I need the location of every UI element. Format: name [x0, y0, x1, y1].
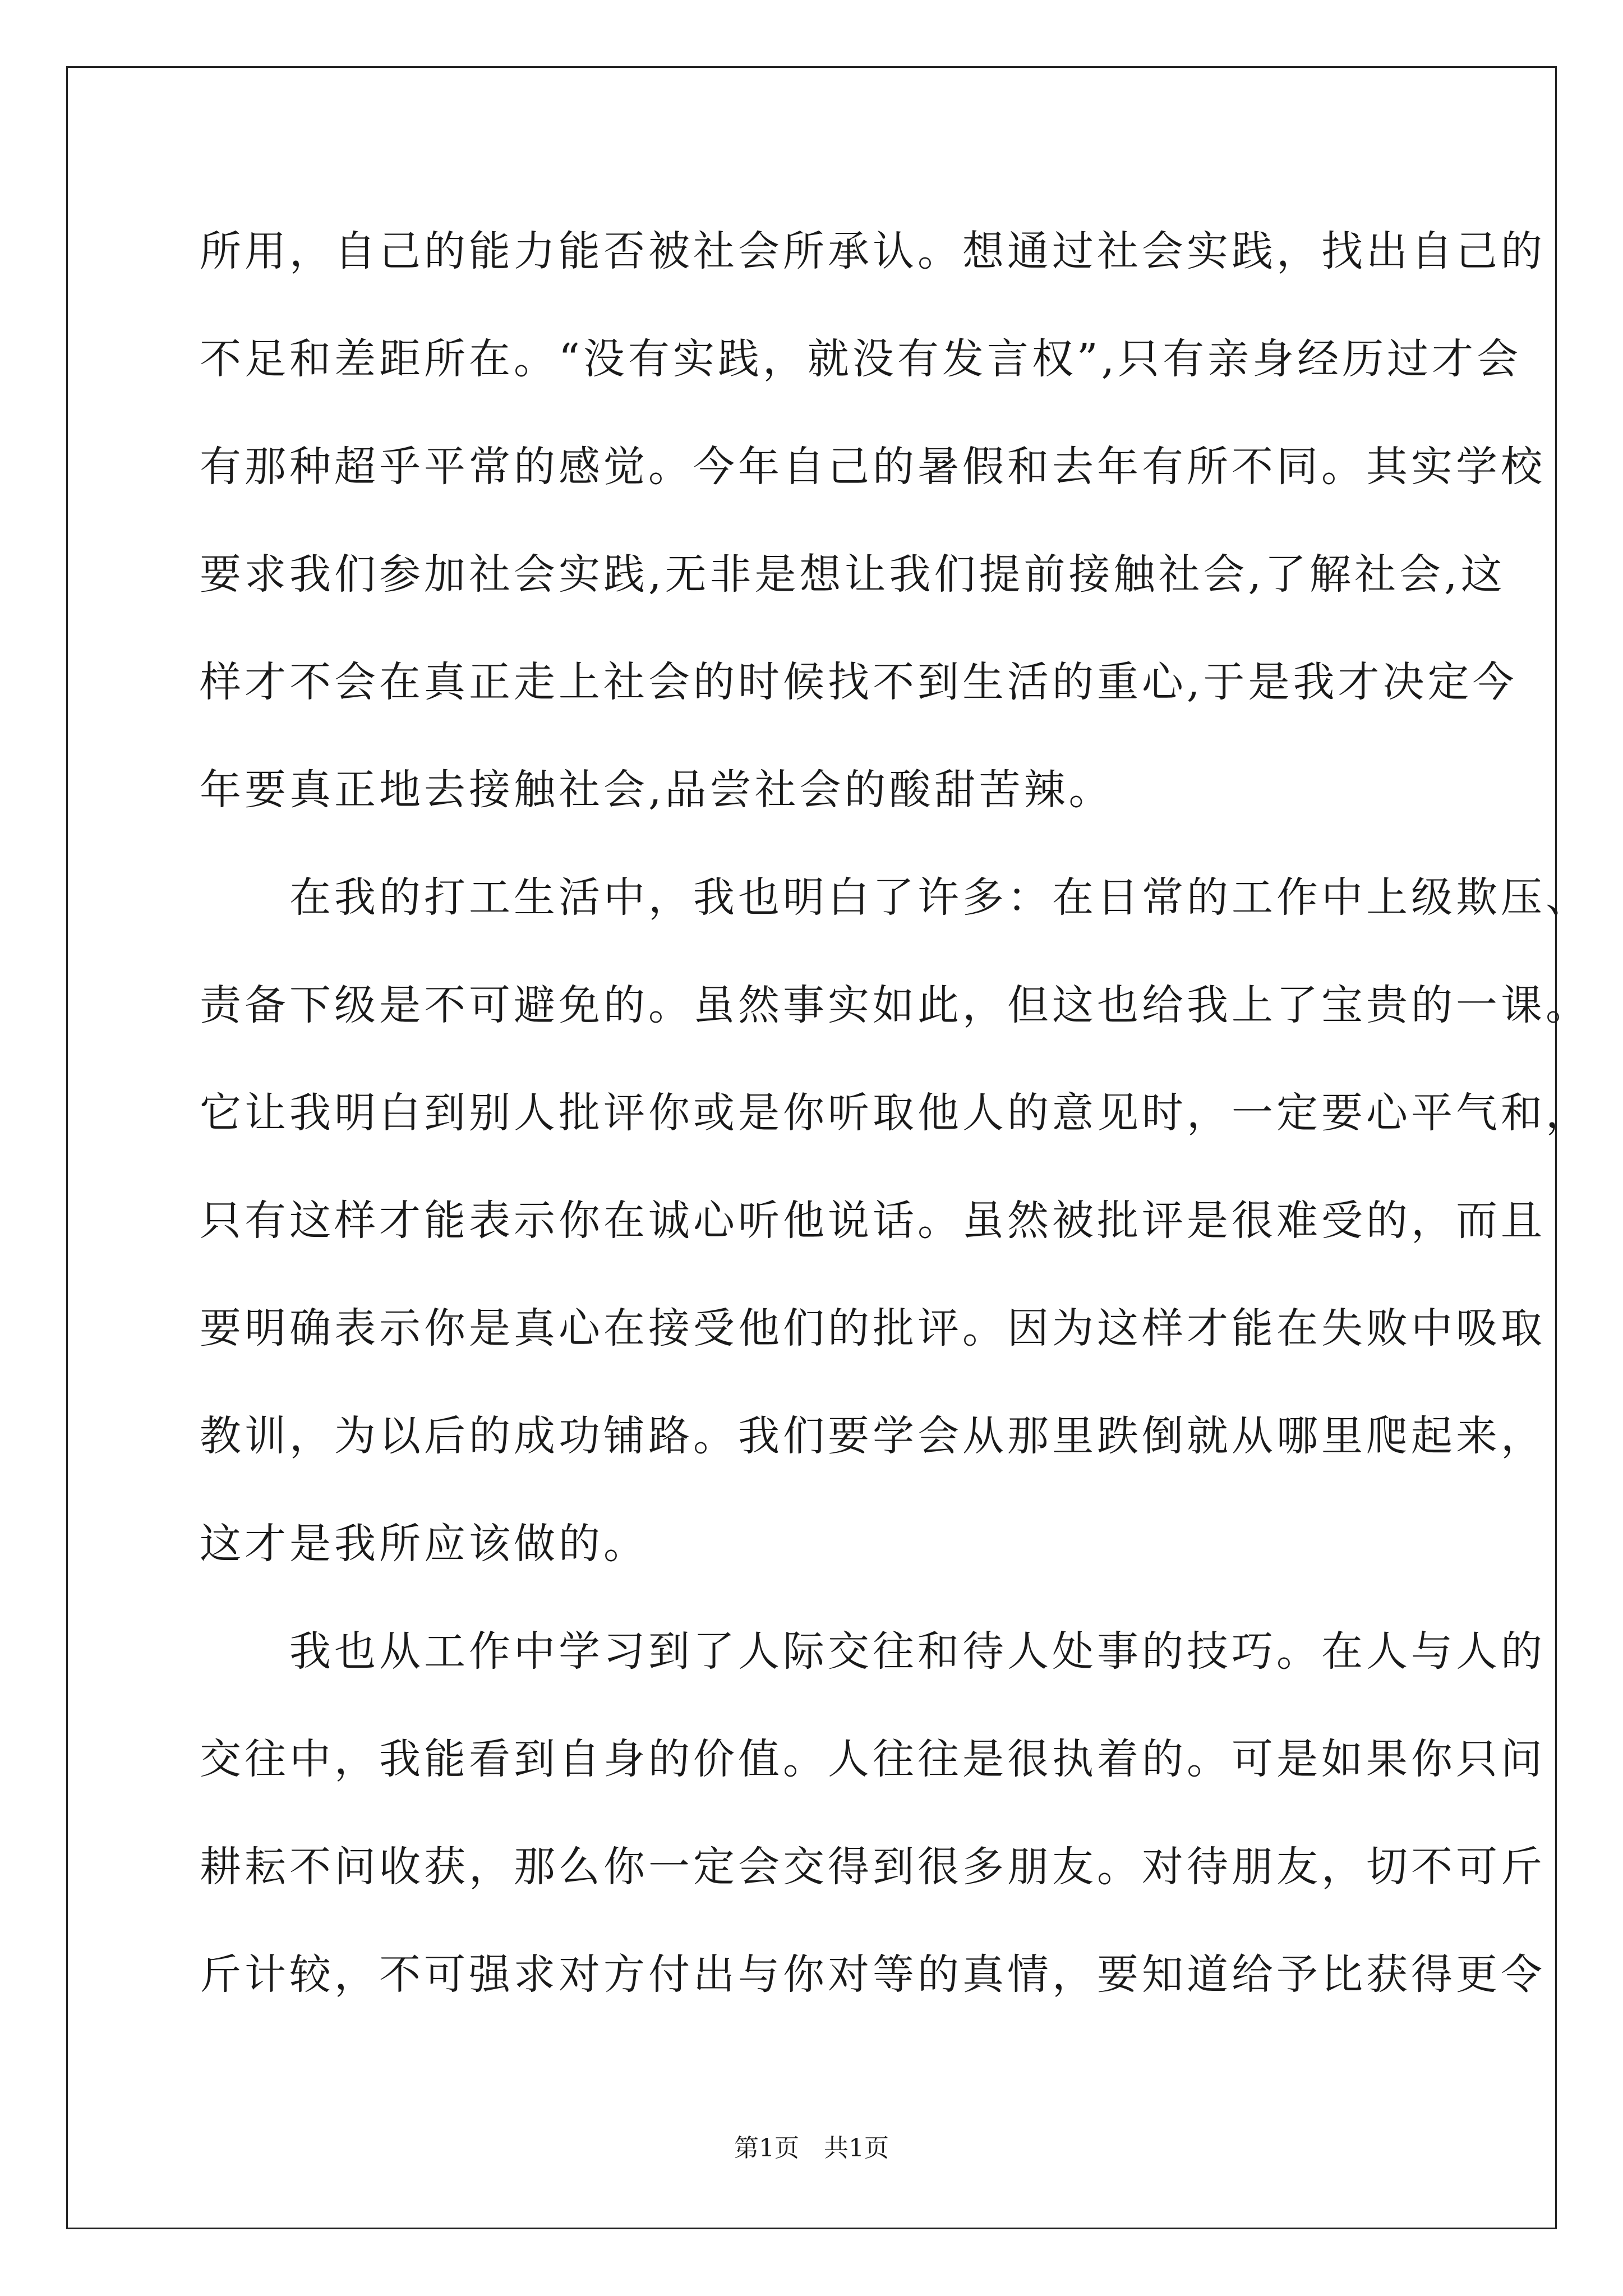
text-line: 责备下级是不可避免的。虽然事实如此，但这也给我上了宝贵的一课。 — [200, 981, 1590, 1029]
text-line: 要明确表示你是真心在接受他们的批评。因为这样才能在失败中吸取 — [200, 1304, 1546, 1352]
text-line: 它让我明白到别人批评你或是你听取他人的意见时，一定要心平气和， — [200, 1089, 1590, 1137]
text-line: 只有这样才能表示你在诚心听他说话。虽然被批评是很难受的，而且 — [200, 1197, 1546, 1245]
text-line: 教训，为以后的成功铺路。我们要学会从那里跌倒就从哪里爬起来， — [200, 1412, 1546, 1460]
text-line: 所用，自己的能力能否被社会所承认。想通过社会实践，找出自己的 — [200, 227, 1546, 275]
document-body — [200, 218, 1590, 2049]
text-line: 在我的打工生活中，我也明白了许多：在日常的工作中上级欺压、 — [200, 873, 1590, 922]
text-line: 样才不会在真正走上社会的时候找不到生活的重心,于是我才决定今 — [200, 658, 1518, 706]
page-number: 第1页 — [734, 2134, 799, 2162]
page-footer — [0, 2132, 1623, 2165]
text-line: 斤计较，不可强求对方付出与你对等的真情，要知道给予比获得更令 — [200, 1950, 1546, 1999]
text-line: 这才是我所应该做的。 — [200, 1520, 648, 1568]
page-total: 共1页 — [824, 2134, 889, 2162]
text-line: 耕耘不问收获，那么你一定会交得到很多朋友。对待朋友，切不可斤 — [200, 1843, 1546, 1891]
text-line: 我也从工作中学习到了人际交往和待人处事的技巧。在人与人的 — [200, 1627, 1546, 1676]
text-line: 有那种超乎平常的感觉。今年自己的暑假和去年有所不同。其实学校 — [200, 443, 1546, 491]
text-line: 交往中，我能看到自身的价值。人往往是很执着的。可是如果你只问 — [200, 1735, 1546, 1783]
text-line: 要求我们参加社会实践,无非是想让我们提前接触社会,了解社会,这 — [200, 550, 1506, 599]
text-line: 不足和差距所在。“没有实践，就没有发言权”,只有亲身经历过才会 — [200, 335, 1522, 383]
text-line: 年要真正地去接触社会,品尝社会的酸甜苦辣。 — [200, 766, 1114, 814]
